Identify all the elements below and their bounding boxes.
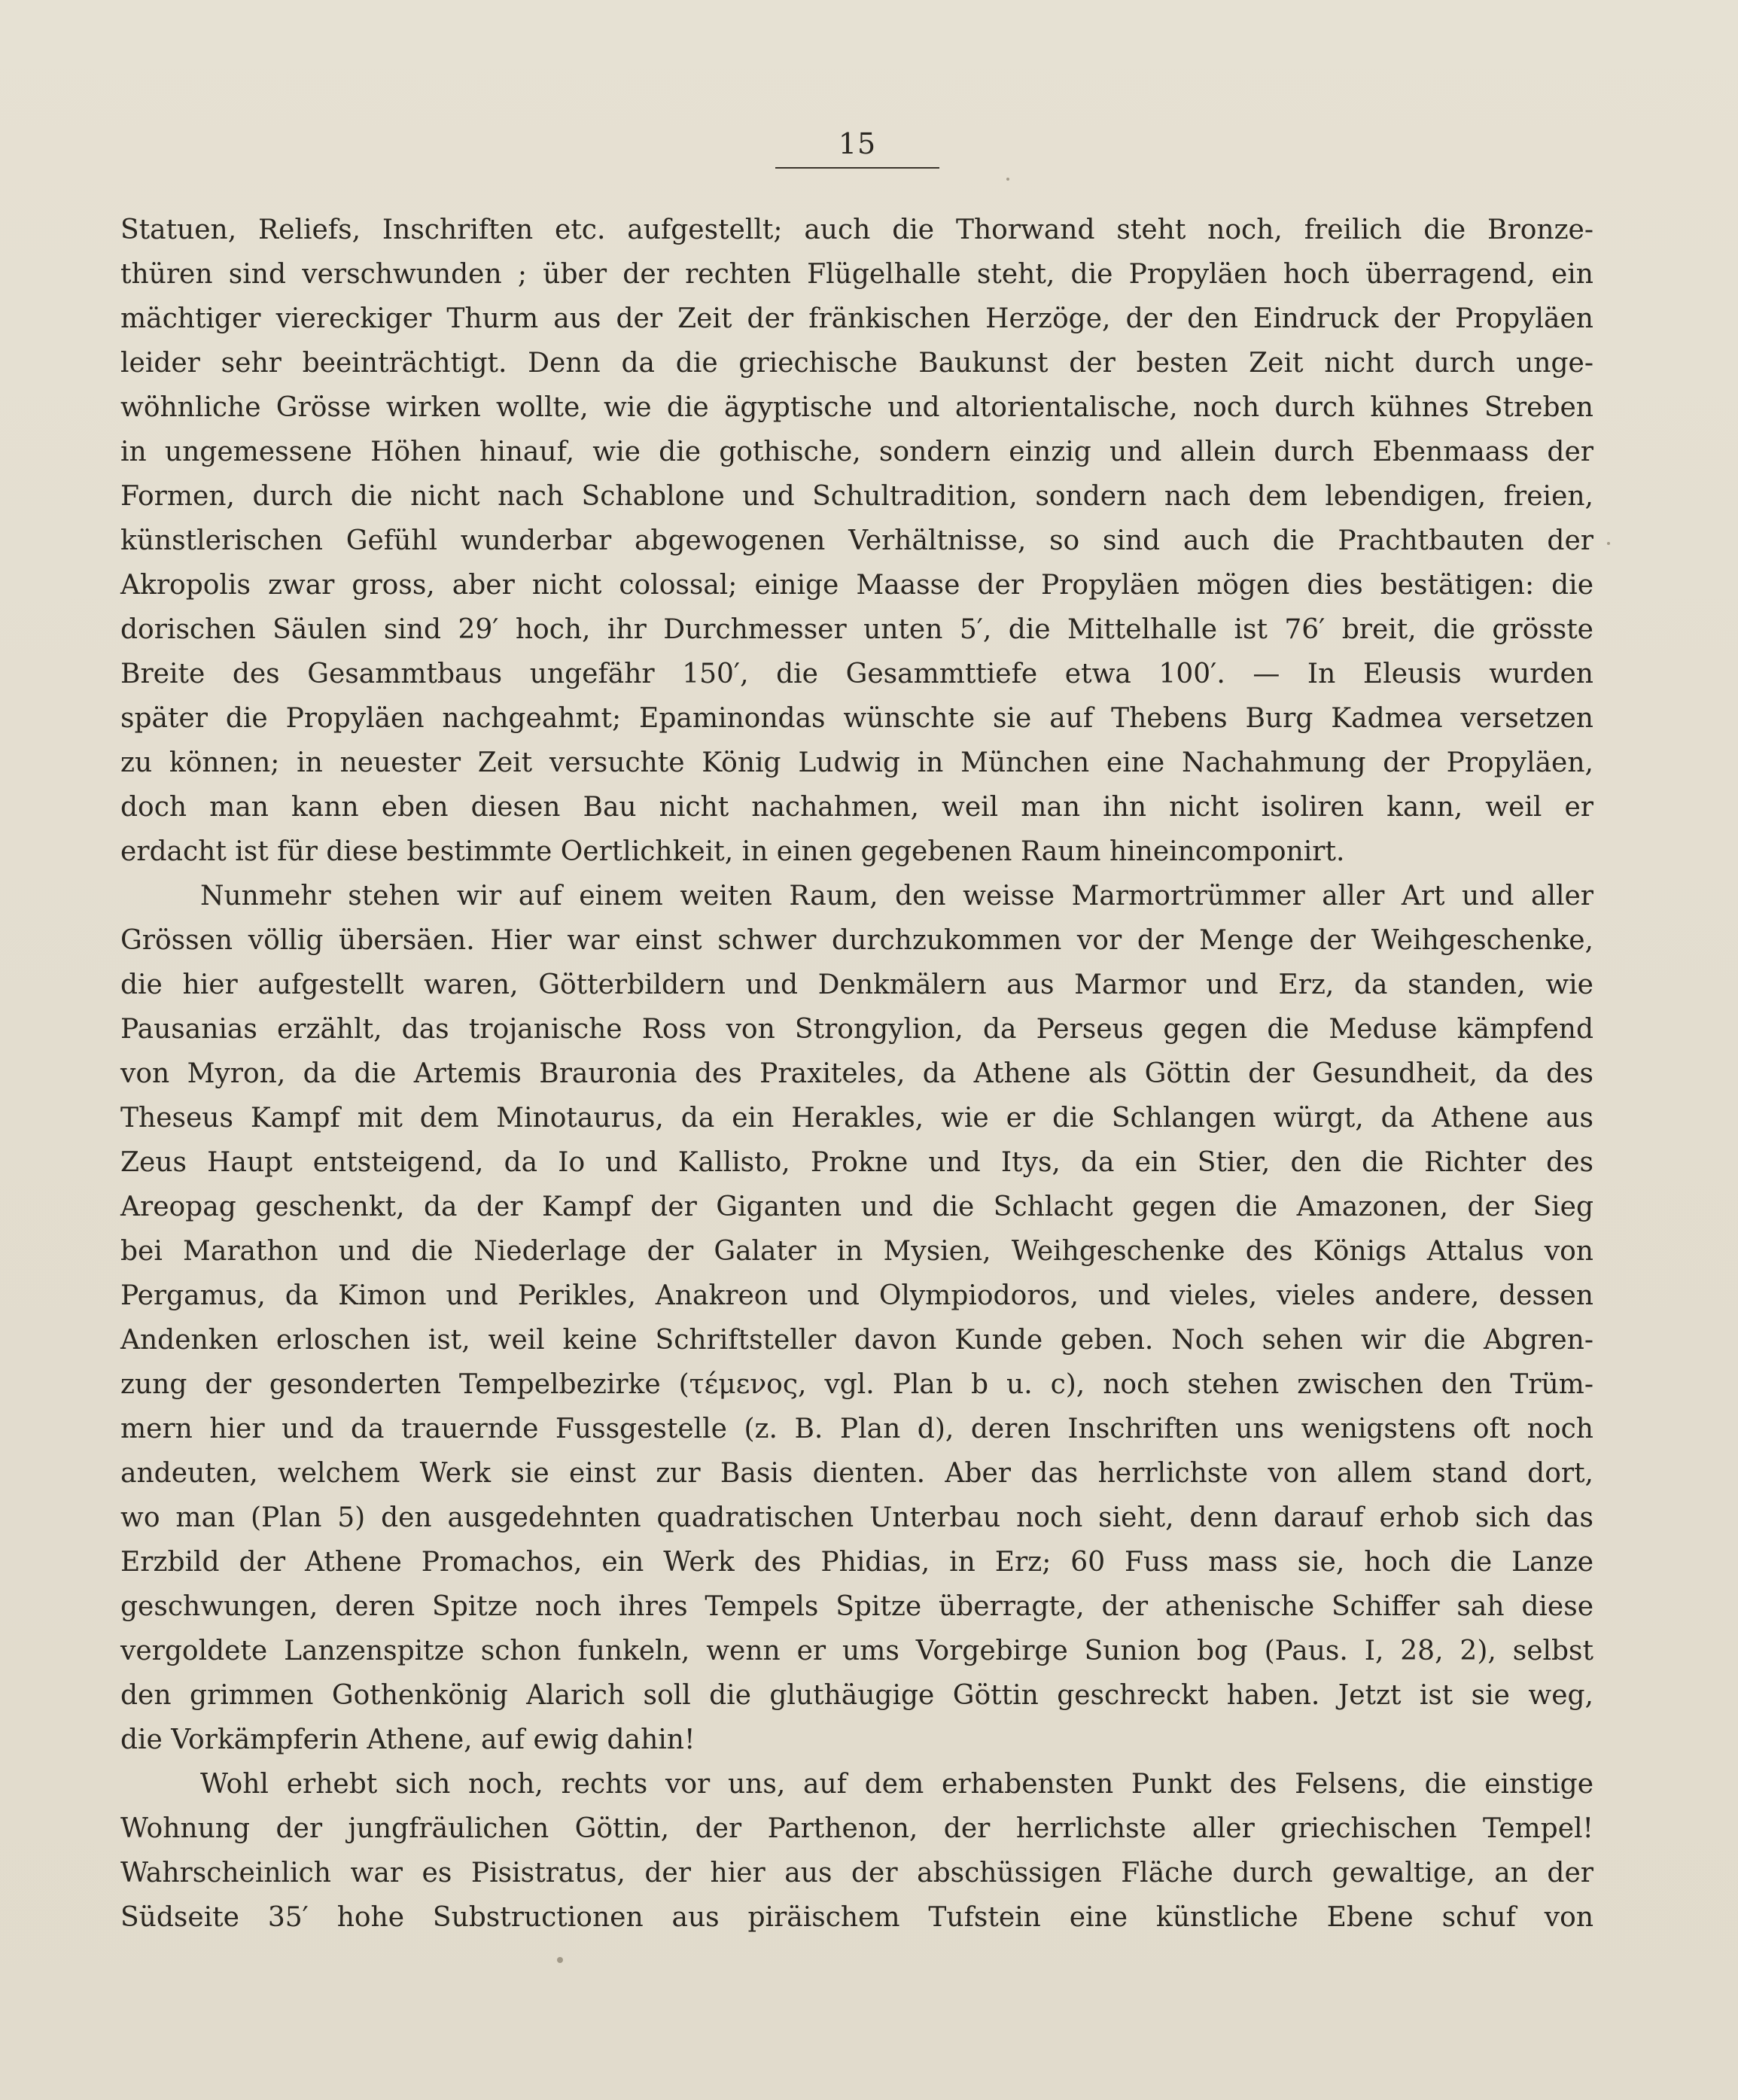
text-line: die hier aufgestellt waren, Götterbildern und Denkmälern aus Marmor und Erz, da standen, wie (120, 969, 1593, 1000)
text-line: doch man kann eben diesen Bau nicht nachahmen, weil man ihn nicht isoliren kann, weil er (120, 792, 1593, 823)
text-line: mern hier und da trauernde Fussgestelle (z. B. Plan d), deren Inschriften uns wenigstens oft noch (120, 1414, 1593, 1444)
text-line: Areopag geschenkt, da der Kampf der Giganten und die Schlacht gegen die Amazonen, der Sieg (120, 1192, 1593, 1222)
text-line: thüren sind verschwunden ; über der rechten Flügelhalle steht, die Propyläen hoch überragend, ein (120, 259, 1593, 290)
text-line: dorischen Säulen sind 29′ hoch, ihr Durchmesser unten 5′, die Mittelhalle ist 76′ breit, die grösste (120, 614, 1593, 645)
text-line: mächtiger viereckiger Thurm aus der Zeit der fränkischen Herzöge, der den Eindruck der Propyläen (120, 303, 1593, 334)
text-line: Südseite 35′ hohe Substructionen aus piräischem Tufstein eine künstliche Ebene schuf von (120, 1902, 1593, 1933)
text-line: wo man (Plan 5) den ausgedehnten quadratischen Unterbau noch sieht, denn darauf erhob sich das (120, 1502, 1593, 1533)
text-line: später die Propyläen nachgeahmt; Epaminondas wünschte sie auf Thebens Burg Kadmea versetzen (120, 703, 1593, 734)
text-line: künstlerischen Gefühl wunderbar abgewogenen Verhältnisse, so sind auch die Prachtbauten der (120, 525, 1593, 556)
text-line: wöhnliche Grösse wirken wollte, wie die ägyptische und altorientalische, noch durch kühnes Streben (120, 392, 1593, 423)
text-line: den grimmen Gothenkönig Alarich soll die gluthäugige Göttin geschreckt haben. Jetzt ist sie weg, (120, 1680, 1593, 1711)
text-line: Breite des Gesammtbaus ungefähr 150′, die Gesammttiefe etwa 100′. — In Eleusis wurden (120, 659, 1593, 689)
paper-speck (557, 1957, 563, 1963)
text-line: Grössen völlig übersäen. Hier war einst schwer durchzukommen vor der Menge der Weihgeschenke, (120, 925, 1593, 956)
text-line: Erzbild der Athene Promachos, ein Werk des Phidias, in Erz; 60 Fuss mass sie, hoch die Lanze (120, 1547, 1593, 1578)
text-line: vergoldete Lanzenspitze schon funkeln, wenn er ums Vorgebirge Sunion bog (Paus. I, 28, 2), selbst (120, 1636, 1593, 1666)
text-line: Wohnung der jungfräulichen Göttin, der Parthenon, der herrlichste aller griechischen Tempel! (120, 1813, 1593, 1844)
text-line: bei Marathon und die Niederlage der Galater in Mysien, Weihgeschenke des Königs Attalus von (120, 1236, 1593, 1267)
text-line: leider sehr beeinträchtigt. Denn da die griechische Baukunst der besten Zeit nicht durch unge- (120, 348, 1593, 379)
text-line: andeuten, welchem Werk sie einst zur Basis dienten. Aber das herrlichste von allem stand dort, (120, 1458, 1593, 1489)
text-line: zu können; in neuester Zeit versuchte König Ludwig in München eine Nachahmung der Propyläen, (120, 747, 1593, 778)
text-line: Andenken erloschen ist, weil keine Schriftsteller davon Kunde geben. Noch sehen wir die Abgren- (120, 1325, 1593, 1356)
body-text (120, 208, 1593, 1940)
paper-speck (1607, 542, 1610, 545)
page-number: 15 (838, 127, 877, 160)
text-line: Statuen, Reliefs, Inschriften etc. aufgestellt; auch die Thorwand steht noch, freilich die Bronze- (120, 215, 1593, 245)
text-line: zung der gesonderten Tempelbezirke (τέμενος, vgl. Plan b u. c), noch stehen zwischen den Trüm- (120, 1369, 1593, 1400)
text-line: Wahrscheinlich war es Pisistratus, der hier aus der abschüssigen Fläche durch gewaltige, an der (120, 1858, 1593, 1888)
text-line: Theseus Kampf mit dem Minotaurus, da ein Herakles, wie er die Schlangen würgt, da Athene aus (120, 1103, 1593, 1134)
page-number-rule (775, 167, 939, 169)
paper-speck (1006, 178, 1009, 181)
text-line: Formen, durch die nicht nach Schablone und Schultradition, sondern nach dem lebendigen, freien, (120, 481, 1593, 512)
text-line: erdacht ist für diese bestimmte Oertlichkeit, in einen gegebenen Raum hineincomponirt. (120, 836, 1345, 867)
text-line: Pergamus, da Kimon und Perikles, Anakreon und Olympiodoros, und vieles, vieles andere, dessen (120, 1280, 1593, 1311)
text-line: von Myron, da die Artemis Brauronia des Praxiteles, da Athene als Göttin der Gesundheit, da des (120, 1058, 1593, 1089)
text-line: Wohl erhebt sich noch, rechts vor uns, auf dem erhabensten Punkt des Felsens, die einstige (200, 1769, 1593, 1800)
text-line: Pausanias erzählt, das trojanische Ross von Strongylion, da Perseus gegen die Meduse kämpfend (120, 1014, 1593, 1045)
text-line: Zeus Haupt entsteigend, da Io und Kallisto, Prokne und Itys, da ein Stier, den die Richter des (120, 1147, 1593, 1178)
text-line: geschwungen, deren Spitze noch ihres Tempels Spitze überragte, der athenische Schiffer sah diese (120, 1591, 1593, 1622)
text-line: Nunmehr stehen wir auf einem weiten Raum, den weisse Marmortrümmer aller Art und aller (200, 881, 1593, 912)
text-line: die Vorkämpferin Athene, auf ewig dahin! (120, 1724, 696, 1755)
text-line: in ungemessene Höhen hinauf, wie die gothische, sondern einzig und allein durch Ebenmaass der (120, 437, 1593, 467)
text-line: Akropolis zwar gross, aber nicht colossal; einige Maasse der Propyläen mögen dies bestätigen: die (120, 570, 1593, 601)
